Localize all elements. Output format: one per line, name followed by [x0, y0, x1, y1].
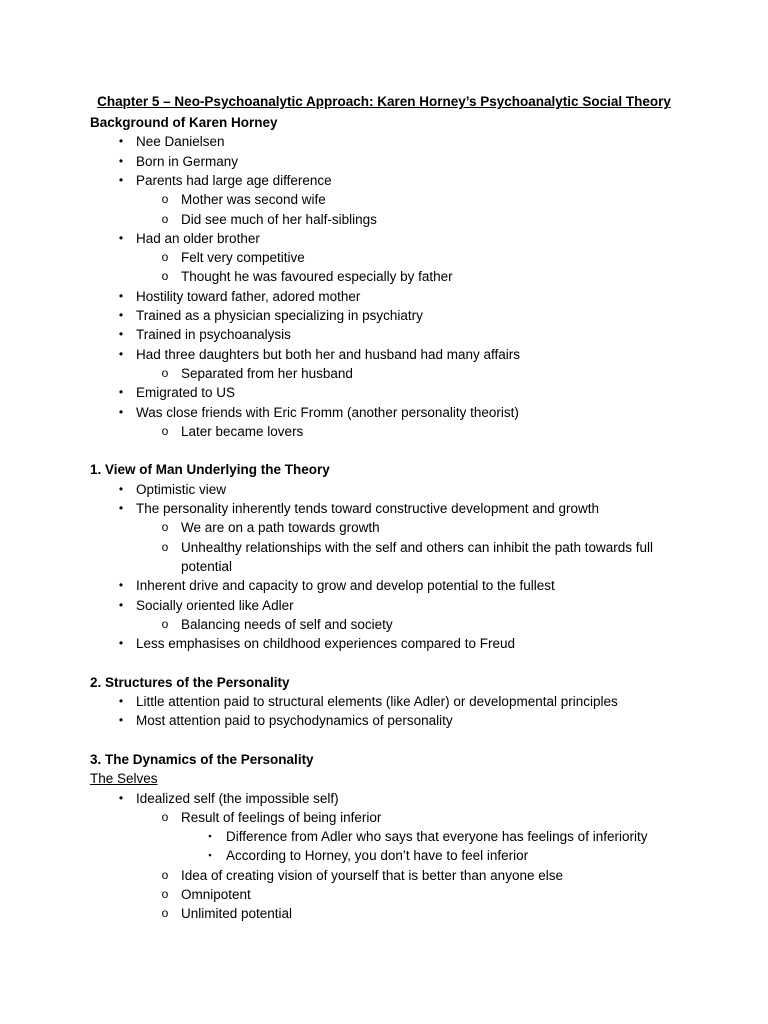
- list-item-text: Difference from Adler who says that everyone has feelings of inferiority: [226, 829, 648, 844]
- bullet-marker: •: [118, 347, 124, 361]
- circle-bullet-marker: o: [161, 887, 169, 901]
- list-item-text: Born in Germany: [136, 154, 239, 169]
- list-item-text: Socially oriented like Adler: [136, 598, 294, 613]
- list-item-text: Inherent drive and capacity to grow and develop potential to the fullest: [136, 578, 555, 593]
- bullet-marker: •: [118, 713, 124, 727]
- bullet-marker: •: [118, 791, 124, 805]
- list-item-text: Less emphasises on childhood experiences compared to Freud: [136, 636, 515, 651]
- page-title: Chapter 5 – Neo-Psychoanalytic Approach: Karen Horney’s Psychoanalytic Social Theory: [97, 94, 671, 109]
- section-heading: 3. The Dynamics of the Personality: [90, 752, 314, 767]
- bullet-marker: •: [118, 327, 124, 341]
- list-item-text: Hostility toward father, adored mother: [136, 289, 361, 304]
- bullet-marker: •: [118, 598, 124, 612]
- circle-bullet-marker: o: [161, 868, 169, 882]
- list-item-text: Trained in psychoanalysis: [136, 327, 291, 342]
- bullet-marker: •: [118, 694, 124, 708]
- list-item-text: Unlimited potential: [181, 906, 293, 921]
- circle-bullet-marker: o: [161, 617, 169, 631]
- circle-bullet-marker: o: [161, 366, 169, 380]
- circle-bullet-marker: o: [161, 192, 169, 206]
- list-item-text: Optimistic view: [136, 482, 227, 497]
- bullet-marker: •: [118, 405, 124, 419]
- list-item-text: Had three daughters but both her and husband had many affairs: [136, 347, 521, 362]
- bullet-marker: •: [118, 308, 124, 322]
- bullet-marker: •: [118, 134, 124, 148]
- list-item-text: Did see much of her half-siblings: [181, 212, 377, 227]
- list-item-text: We are on a path towards growth: [181, 520, 380, 535]
- list-item-text: Idealized self (the impossible self): [136, 791, 339, 806]
- list-item-text: Result of feelings of being inferior: [181, 810, 382, 825]
- circle-bullet-marker: o: [161, 520, 169, 534]
- list-item-text: According to Horney, you don’t have to feel inferior: [226, 848, 529, 863]
- section-heading: 2. Structures of the Personality: [90, 675, 290, 690]
- subsection-heading: The Selves: [90, 771, 158, 786]
- circle-bullet-marker: o: [161, 540, 169, 554]
- bullet-marker: •: [118, 482, 124, 496]
- list-item-text: potential: [181, 559, 233, 574]
- list-item-text: Trained as a physician specializing in psychiatry: [136, 308, 423, 323]
- list-item-text: Most attention paid to psychodynamics of personality: [136, 713, 453, 728]
- section-heading: Background of Karen Horney: [90, 115, 278, 130]
- list-item-text: Balancing needs of self and society: [181, 617, 393, 632]
- list-item-text: The personality inherently tends toward constructive development and growth: [136, 501, 600, 516]
- square-bullet-marker: ▪: [208, 831, 212, 841]
- circle-bullet-marker: o: [161, 424, 169, 438]
- circle-bullet-marker: o: [161, 212, 169, 226]
- square-bullet-marker: ▪: [208, 850, 212, 860]
- list-item-text: Had an older brother: [136, 231, 260, 246]
- list-item-text: Parents had large age difference: [136, 173, 332, 188]
- bullet-marker: •: [118, 578, 124, 592]
- list-item-text: Omnipotent: [181, 887, 251, 902]
- list-item-text: Little attention paid to structural elements (like Adler) or developmental principles: [136, 694, 618, 709]
- list-item-text: Nee Danielsen: [136, 134, 225, 149]
- circle-bullet-marker: o: [161, 250, 169, 264]
- circle-bullet-marker: o: [161, 810, 169, 824]
- list-item-text: Later became lovers: [181, 424, 304, 439]
- list-item-text: Emigrated to US: [136, 385, 236, 400]
- list-item-text: Was close friends with Eric Fromm (another personality theorist): [136, 405, 519, 420]
- bullet-marker: •: [118, 501, 124, 515]
- section-heading: 1. View of Man Underlying the Theory: [90, 462, 330, 477]
- bullet-marker: •: [118, 385, 124, 399]
- bullet-marker: •: [118, 289, 124, 303]
- list-item-text: Mother was second wife: [181, 192, 326, 207]
- circle-bullet-marker: o: [161, 269, 169, 283]
- list-item-text: Thought he was favoured especially by father: [181, 269, 453, 284]
- bullet-marker: •: [118, 231, 124, 245]
- list-item-text: Idea of creating vision of yourself that is better than anyone else: [181, 868, 563, 883]
- bullet-marker: •: [118, 636, 124, 650]
- list-item-text: Felt very competitive: [181, 250, 305, 265]
- circle-bullet-marker: o: [161, 906, 169, 920]
- bullet-marker: •: [118, 154, 124, 168]
- bullet-marker: •: [118, 173, 124, 187]
- list-item-text: Unhealthy relationships with the self and others can inhibit the path towards full: [181, 540, 654, 555]
- list-item-text: Separated from her husband: [181, 366, 353, 381]
